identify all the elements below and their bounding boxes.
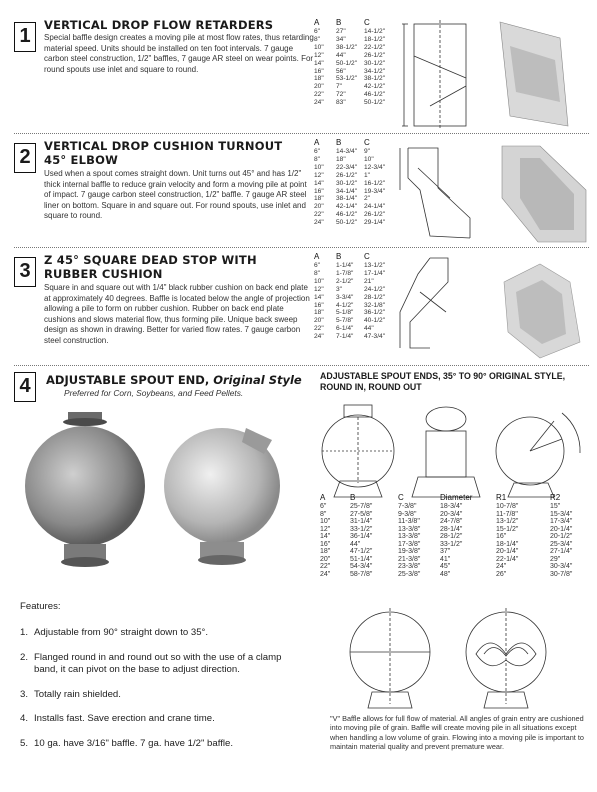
table-cell: 17-3/4"	[550, 518, 573, 526]
table-cell: 14-1/2"	[364, 28, 386, 35]
table-cell: 11-3/8"	[398, 518, 420, 526]
section-divider	[14, 133, 589, 134]
table-cell: 45"	[440, 563, 451, 571]
table-cell: 8"	[320, 510, 327, 518]
table-row	[314, 52, 389, 60]
table-cell: 3-3/4"	[336, 293, 354, 301]
table-row	[314, 317, 389, 325]
table-cell: 44"	[364, 325, 374, 333]
table-row	[320, 548, 590, 556]
section-title: VERTICAL DROP FLOW RETARDERS	[44, 18, 274, 32]
table-cell: 24"	[314, 219, 324, 227]
table-cell: 23-3/8"	[398, 563, 421, 571]
section-divider	[14, 365, 589, 366]
table-cell: 26"	[496, 570, 507, 578]
table-cell: 20"	[320, 555, 331, 563]
table-cell: 15"	[550, 503, 561, 510]
table-cell: 25-7/8"	[350, 503, 373, 510]
table-row	[314, 68, 389, 76]
table-row	[314, 91, 389, 99]
table-cell: 18"	[336, 155, 346, 163]
table-cell: 47-1/2"	[350, 548, 373, 556]
table-cell: 7"	[336, 83, 343, 91]
table-cell: 11-7/8"	[496, 510, 518, 518]
table-row	[314, 28, 389, 36]
table-cell: 14"	[314, 59, 324, 67]
table-cell: 21-3/8"	[398, 555, 421, 563]
features-label: Features:	[20, 601, 61, 612]
v-baffle-caption: "V" Baffle allows for full flow of material. All angles of grain entry are cushioned into moving pile of grain. Baffle will create moving pile in all situations except when handling a low volume of grain. Flowing into a moving pile is important to maintain material quality and prevent premature wear.	[330, 714, 584, 751]
table-cell: 6"	[320, 503, 327, 510]
col-header: A	[314, 138, 320, 147]
table-cell: 17-1/4"	[364, 269, 386, 277]
table-cell: 26-1/2"	[336, 171, 358, 179]
table-cell: 20-1/4"	[550, 525, 573, 533]
table-cell: 50-1/2"	[336, 59, 358, 67]
table-cell: 36-1/2"	[364, 309, 386, 317]
table-cell: 33-1/2"	[440, 540, 463, 548]
table-row	[314, 309, 389, 317]
section-number: 3	[14, 257, 36, 287]
table-cell: 1-7/8"	[336, 269, 354, 277]
table-cell: 54-3/4"	[350, 563, 373, 571]
table-cell: 22-1/2"	[364, 43, 386, 51]
table-cell: 25-3/4"	[550, 540, 573, 548]
table-cell: 46-1/2"	[364, 91, 386, 99]
table-cell: 33-1/2"	[350, 525, 373, 533]
section-subtitle: Preferred for Corn, Soybeans, and Feed Pellets.	[64, 388, 244, 398]
table-cell: 5-1/8"	[336, 309, 354, 317]
feature-text: Flanged round in and round out so with the use of a clamp band, it can pivot on the base to adjust direction.	[34, 651, 282, 676]
table-row	[314, 278, 389, 286]
spout-end-photo-left	[20, 410, 150, 570]
feature-item	[20, 652, 305, 677]
feature-item	[20, 689, 305, 702]
table-row	[320, 518, 590, 526]
table-cell: 34-1/2"	[364, 67, 386, 75]
table-cell: 13-3/8"	[398, 525, 421, 533]
table-cell: 24-1/4"	[364, 203, 386, 211]
table-cell: 13-3/8"	[398, 533, 421, 541]
table-cell: 8"	[314, 35, 321, 43]
v-baffle-drawings	[330, 604, 590, 714]
feature-number: 1.	[20, 627, 29, 638]
table-cell: 10"	[314, 43, 324, 51]
table-cell: 50-1/2"	[336, 219, 358, 227]
table-row	[314, 333, 389, 341]
table-cell: 12"	[320, 525, 331, 533]
table-cell: 8"	[314, 155, 321, 163]
table-cell: 37"	[440, 548, 451, 556]
table-row	[314, 156, 389, 164]
section-number: 4	[14, 372, 36, 402]
table-cell: 47-3/4"	[364, 333, 386, 341]
dimension-table-1	[314, 18, 389, 107]
table-row	[314, 188, 389, 196]
table-cell: 16"	[314, 187, 324, 195]
table-cell: 38-1/4"	[336, 195, 358, 203]
table-cell: 32-1/8"	[364, 301, 386, 309]
table-row	[314, 75, 389, 83]
table-cell: 38-1/2"	[364, 75, 386, 83]
table-row	[320, 526, 590, 534]
table-cell: 10-7/8"	[496, 503, 519, 510]
table-cell: 12"	[314, 51, 324, 59]
table-cell: 18"	[314, 75, 324, 83]
col-header: R2	[550, 493, 561, 502]
table-cell: 10"	[314, 163, 324, 171]
section-title-style: Original Style	[213, 373, 302, 387]
table-cell: 1"	[364, 171, 371, 179]
section-title	[46, 373, 302, 387]
table-cell: 16"	[496, 533, 507, 541]
table-cell: 18-3/4"	[440, 503, 463, 510]
table-row	[314, 286, 389, 294]
table-row	[320, 571, 590, 579]
table-cell: 22-3/4"	[336, 163, 358, 171]
table-cell: 12-3/4"	[364, 163, 386, 171]
table-cell: 34"	[336, 35, 346, 43]
feature-text: 10 ga. have 3/16" baffle. 7 ga. have 1/2" baffle.	[34, 737, 234, 749]
table-cell: 14"	[320, 533, 331, 541]
table-row	[314, 219, 389, 227]
table-cell: 10"	[314, 277, 324, 285]
col-header: B	[336, 138, 342, 147]
table-row	[314, 302, 389, 310]
table-cell: 3"	[336, 285, 343, 293]
col-header: A	[320, 493, 326, 502]
table-row	[314, 36, 389, 44]
spout-end-drawings	[318, 393, 588, 503]
table-cell: 38-1/2"	[336, 43, 358, 51]
table-cell: 2-1/2"	[336, 277, 354, 285]
table-cell: 18-1/4"	[496, 540, 519, 548]
table-cell: 20-1/2"	[550, 533, 573, 541]
table-cell: 6"	[314, 262, 321, 269]
table-cell: 13-1/2"	[364, 262, 386, 269]
table-cell: 14"	[314, 179, 324, 187]
section-title-line2: RUBBER CUSHION	[44, 267, 163, 281]
table-cell: 20"	[314, 203, 324, 211]
table-cell: 42-1/4"	[336, 203, 358, 211]
spout-ends-table	[320, 493, 590, 578]
col-header: A	[314, 252, 320, 261]
table-row	[314, 99, 389, 107]
table-cell: 13-1/2"	[496, 518, 519, 526]
table-row	[314, 270, 389, 278]
table-cell: 17-3/8"	[398, 540, 421, 548]
table-cell: 12"	[314, 171, 324, 179]
table-cell: 50-1/2"	[364, 99, 386, 107]
table-row	[314, 203, 389, 211]
table-cell: 22"	[320, 563, 331, 571]
section-title: Z 45° SQUARE DEAD STOP WITH	[44, 253, 257, 267]
table-cell: 27-1/4"	[550, 548, 573, 556]
col-header: C	[364, 18, 370, 27]
table-row	[320, 503, 590, 511]
table-cell: 18"	[314, 195, 324, 203]
col-header: Diameter	[440, 493, 473, 502]
table-cell: 28-1/2"	[440, 533, 463, 541]
table-row	[314, 180, 389, 188]
col-header: C	[398, 493, 404, 502]
table-cell: 18-1/2"	[364, 35, 386, 43]
table-cell: 44"	[350, 540, 361, 548]
section-divider	[14, 247, 589, 248]
table-cell: 4-1/2"	[336, 301, 354, 309]
table-cell: 24"	[314, 333, 324, 341]
table-cell: 10"	[364, 155, 374, 163]
table-row	[320, 563, 590, 571]
features-list	[20, 627, 305, 763]
table-row	[314, 60, 389, 68]
table-cell: 9"	[364, 148, 371, 155]
table-cell: 21"	[364, 277, 374, 285]
table-cell: 5-7/8"	[336, 317, 354, 325]
table-row	[314, 172, 389, 180]
feature-number: 4.	[20, 713, 29, 725]
dimension-table-3	[314, 252, 389, 341]
table-cell: 15-1/2"	[496, 525, 519, 533]
table-row	[314, 164, 389, 172]
spout-end-photo-right	[160, 410, 290, 570]
table-cell: 16-1/2"	[364, 179, 386, 187]
table-cell: 46-1/2"	[336, 211, 358, 219]
table-cell: 8"	[314, 269, 321, 277]
table-cell: 22-1/4"	[496, 555, 519, 563]
table-cell: 22"	[314, 211, 324, 219]
table-row	[320, 541, 590, 549]
table-cell: 7-3/8"	[398, 503, 417, 510]
feature-item	[20, 713, 305, 726]
dead-stop-drawing	[390, 252, 590, 364]
table-cell: 20-1/4"	[496, 548, 519, 556]
table-cell: 14"	[314, 293, 324, 301]
section-description: Used when a spout comes straight down. Unit turns out 45° and has 1/2" thick internal baffle to reduce grain velocity and form a moving pile at point of impact. 7 gauge carbon steel construction, 1/2" baffle. 7 gauge AR steel liner on bottom. Square in and square out. For round spouts, use inlet and square to round.	[44, 169, 307, 221]
table-cell: 19-3/8"	[398, 548, 421, 556]
cushion-turnout-drawing	[390, 138, 590, 248]
table-cell: 18"	[314, 309, 324, 317]
table-cell: 6"	[314, 28, 321, 35]
table-cell: 16"	[314, 301, 324, 309]
table-cell: 56"	[336, 67, 346, 75]
table-cell: 16"	[320, 540, 331, 548]
table-row	[314, 262, 389, 270]
table-cell: 24"	[496, 563, 507, 571]
col-header: B	[350, 493, 356, 502]
feature-item	[20, 627, 305, 640]
table-row	[314, 83, 389, 91]
table-cell: 27-5/8"	[350, 510, 373, 518]
table-cell: 24"	[314, 99, 324, 107]
table-row	[314, 325, 389, 333]
table-row	[314, 195, 389, 203]
section-number: 2	[14, 143, 36, 173]
section-title: VERTICAL DROP CUSHION TURNOUT	[44, 139, 283, 153]
feature-number: 5.	[20, 737, 29, 749]
table-cell: 30-1/2"	[364, 59, 386, 67]
feature-number: 2.	[20, 651, 29, 663]
table-cell: 29-1/4"	[364, 219, 386, 227]
col-header: C	[364, 252, 370, 261]
table-cell: 48"	[440, 570, 451, 578]
feature-item	[20, 738, 305, 751]
table-cell: 6-1/4"	[336, 325, 354, 333]
table-cell: 44"	[336, 51, 346, 59]
table-cell: 42-1/2"	[364, 83, 386, 91]
table-row	[320, 511, 590, 519]
table-row	[314, 44, 389, 52]
table-cell: 30-7/8"	[550, 570, 573, 578]
table-cell: 22"	[314, 325, 324, 333]
col-header: B	[336, 252, 342, 261]
table-cell: 2"	[364, 195, 371, 203]
flow-retarder-drawing	[400, 16, 580, 132]
table-cell: 36-1/4"	[350, 533, 373, 541]
table-cell: 6"	[314, 148, 321, 155]
table-cell: 9-3/8"	[398, 510, 417, 518]
table-cell: 27"	[336, 28, 346, 35]
spout-ends-title: ADJUSTABLE SPOUT ENDS, 35° TO 90° ORIGINAL STYLE, ROUND IN, ROUND OUT	[320, 371, 566, 392]
table-cell: 22"	[314, 91, 324, 99]
table-cell: 18"	[320, 548, 331, 556]
table-cell: 15-3/4"	[550, 510, 573, 518]
dimension-table-2	[314, 138, 389, 227]
table-cell: 40-1/2"	[364, 317, 386, 325]
table-cell: 20"	[314, 317, 324, 325]
table-cell: 30-1/2"	[336, 179, 358, 187]
table-cell: 20-3/4"	[440, 510, 463, 518]
table-cell: 29"	[550, 555, 561, 563]
section-description: Special baffle design creates a moving pile at most flow rates, thus retarding material speed. Units should be installed on ten foot intervals. 7 gauge carbon steel construction, 1/2" baffles, 7 gauge AR steel on wear points. For round spouts use inlet and square to round.	[44, 33, 314, 74]
table-row	[314, 211, 389, 219]
table-cell: 53-1/2"	[336, 75, 358, 83]
table-cell: 34-1/4"	[336, 187, 358, 195]
feature-text: Totally rain shielded.	[34, 688, 121, 700]
col-header: C	[364, 138, 370, 147]
table-row	[320, 533, 590, 541]
table-cell: 24-1/2"	[364, 285, 386, 293]
table-cell: 72"	[336, 91, 346, 99]
table-cell: 1-1/4"	[336, 262, 354, 269]
table-cell: 25-3/8"	[398, 570, 421, 578]
table-cell: 28-1/2"	[364, 293, 386, 301]
section-title-main: ADJUSTABLE SPOUT END,	[46, 373, 210, 387]
table-row	[314, 148, 389, 156]
section-number: 1	[14, 22, 36, 52]
table-cell: 20"	[314, 83, 324, 91]
col-header: R1	[496, 493, 507, 502]
table-cell: 7-1/4"	[336, 333, 354, 341]
col-header: A	[314, 18, 320, 27]
table-cell: 10"	[320, 518, 331, 526]
table-cell: 30-3/4"	[550, 563, 573, 571]
section-description: Square in and square out with 1/4" black rubber cushion on back end plate at approximately 40 degrees. Baffle is located below the angle of projection allowing a pile to form on rubber cushion. Rubber on back end plate cushions and slows material flow, thus forming pile. Unique back sweep design as shown in drawing. Better for varied flow rates. 7 gauge carbon steel construction.	[44, 283, 310, 345]
table-row	[314, 294, 389, 302]
table-cell: 16"	[314, 67, 324, 75]
table-cell: 41"	[440, 555, 451, 563]
table-cell: 83"	[336, 99, 346, 107]
table-cell: 24"	[320, 570, 331, 578]
table-cell: 19-3/4"	[364, 187, 386, 195]
table-cell: 58-7/8"	[350, 570, 373, 578]
col-header: B	[336, 18, 342, 27]
table-cell: 28-1/4"	[440, 525, 463, 533]
feature-text: Adjustable from 90° straight down to 35°.	[34, 627, 209, 638]
table-cell: 51-1/4"	[350, 555, 373, 563]
table-cell: 31-1/4"	[350, 518, 373, 526]
section-title-line2: 45° ELBOW	[44, 153, 118, 167]
table-cell: 24-7/8"	[440, 518, 463, 526]
table-cell: 26-1/2"	[364, 211, 386, 219]
feature-text: Installs fast. Save erection and crane time.	[34, 713, 215, 725]
feature-number: 3.	[20, 688, 29, 700]
table-cell: 14-3/4"	[336, 148, 358, 155]
table-row	[320, 556, 590, 564]
table-cell: 26-1/2"	[364, 51, 386, 59]
table-cell: 12"	[314, 285, 324, 293]
